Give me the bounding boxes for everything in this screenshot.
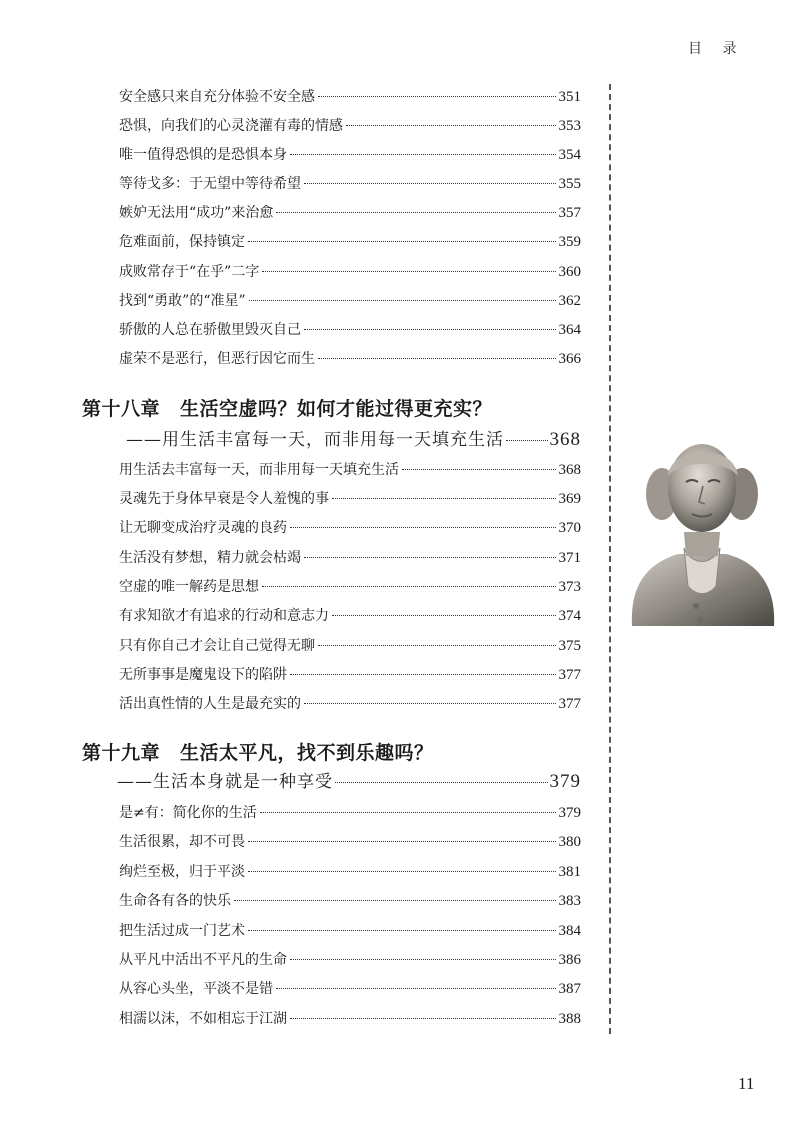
toc-entry-page: 362 xyxy=(558,293,581,309)
chapter-19-subtitle[interactable] xyxy=(117,767,581,793)
leader-dots xyxy=(318,645,556,646)
toc-entry[interactable] xyxy=(119,636,581,656)
leader-dots xyxy=(248,871,556,872)
toc-entry-title: 用生活去丰富每一天，而非用每一天填充生活 xyxy=(119,462,399,478)
toc-entry-title: 危难面前，保持镇定 xyxy=(119,234,245,250)
leader-dots xyxy=(506,440,548,441)
bust-illustration xyxy=(626,436,778,632)
leader-dots xyxy=(304,703,556,704)
leader-dots xyxy=(234,900,556,901)
leader-dots xyxy=(332,615,556,616)
toc-entry-title: 把生活过成一门艺术 xyxy=(119,923,245,939)
leader-dots xyxy=(402,469,556,470)
toc-entry[interactable] xyxy=(119,262,581,282)
toc-entry-title: 唯一值得恐惧的是恐惧本身 xyxy=(119,147,287,163)
leader-dots xyxy=(290,154,556,155)
toc-entry-page: 379 xyxy=(558,805,581,821)
toc-entry-page: 370 xyxy=(558,520,581,536)
chapter-subtitle-text: ——生活本身就是一种享受 xyxy=(117,772,333,792)
leader-dots xyxy=(248,930,556,931)
toc-entry-page: 353 xyxy=(558,118,581,134)
toc-entry[interactable] xyxy=(119,291,581,311)
toc-entry-page: 380 xyxy=(558,834,581,850)
leader-dots xyxy=(335,782,548,783)
leader-dots xyxy=(290,1018,556,1019)
chapter-19-heading[interactable] xyxy=(82,738,434,765)
toc-entry-title: 灵魂先于身体早衰是令人羞愧的事 xyxy=(119,491,329,507)
toc-entry-title: 成败常存于“在乎”二字 xyxy=(119,264,260,280)
toc-entry-page: 387 xyxy=(558,981,581,997)
running-header: 目 录 xyxy=(688,41,745,57)
toc-entry-title: 找到“勇敢”的“准星” xyxy=(119,293,246,309)
toc-entry[interactable] xyxy=(119,232,581,252)
leader-dots xyxy=(290,674,556,675)
chapter-18-subtitle[interactable] xyxy=(126,425,581,451)
toc-entry-title: 安全感只来自充分体验不安全感 xyxy=(119,89,315,105)
toc-entry[interactable] xyxy=(119,694,581,714)
toc-entry-title: 绚烂至极，归于平淡 xyxy=(119,864,245,880)
chapter-number: 第十八章 xyxy=(82,398,161,420)
toc-entry-page: 381 xyxy=(558,864,581,880)
toc-entry[interactable] xyxy=(119,665,581,685)
toc-entry-page: 377 xyxy=(558,667,581,683)
leader-dots xyxy=(290,959,556,960)
toc-entry[interactable] xyxy=(119,548,581,568)
toc-entry[interactable] xyxy=(119,950,581,970)
toc-entry[interactable] xyxy=(119,116,581,136)
chapter-number: 第十九章 xyxy=(82,742,161,764)
toc-entry-page: 388 xyxy=(558,1011,581,1027)
toc-entry-page: 377 xyxy=(558,696,581,712)
toc-entry-page: 386 xyxy=(558,952,581,968)
leader-dots xyxy=(332,498,556,499)
toc-entry[interactable] xyxy=(119,460,581,480)
page-number: 11 xyxy=(738,1074,755,1093)
toc-entry[interactable] xyxy=(119,145,581,165)
toc-entry-page: 354 xyxy=(558,147,581,163)
chapter-18-heading[interactable] xyxy=(82,394,492,421)
leader-dots xyxy=(276,988,556,989)
toc-entry-title: 只有你自己才会让自己觉得无聊 xyxy=(119,638,315,654)
toc-entry-page: 369 xyxy=(558,491,581,507)
toc-entry[interactable] xyxy=(119,489,581,509)
chapter-title: 生活空虚吗？如何才能过得更充实？ xyxy=(180,398,493,420)
toc-entry[interactable] xyxy=(119,862,581,882)
toc-entry-page: 364 xyxy=(558,322,581,338)
toc-entry-title: 有求知欲才有追求的行动和意志力 xyxy=(119,608,329,624)
toc-entry[interactable] xyxy=(119,203,581,223)
leader-dots xyxy=(262,586,556,587)
leader-dots xyxy=(318,96,556,97)
toc-entry-page: 355 xyxy=(558,176,581,192)
toc-entry-page: 384 xyxy=(558,923,581,939)
chapter-title: 生活太平凡，找不到乐趣吗？ xyxy=(180,742,434,764)
toc-entry-page: 357 xyxy=(558,205,581,221)
toc-entry-title: 生活没有梦想，精力就会枯竭 xyxy=(119,550,301,566)
toc-entry-title: 从平凡中活出不平凡的生命 xyxy=(119,952,287,968)
toc-entry-title: 虚荣不是恶行，但恶行因它而生 xyxy=(119,351,315,367)
toc-entry-page: 359 xyxy=(558,234,581,250)
toc-entry-title: 相濡以沫，不如相忘于江湖 xyxy=(119,1011,287,1027)
leader-dots xyxy=(276,212,555,213)
toc-entry[interactable] xyxy=(119,803,581,823)
toc-entry[interactable] xyxy=(119,577,581,597)
chapter-subtitle-text: ——用生活丰富每一天，而非用每一天填充生活 xyxy=(126,430,504,450)
toc-entry[interactable] xyxy=(119,87,581,107)
leader-dots xyxy=(248,241,556,242)
toc-entry-title: 嫉妒无法用“成功”来治愈 xyxy=(119,205,274,221)
toc-entry[interactable] xyxy=(119,320,581,340)
chapter-page: 368 xyxy=(549,429,581,450)
toc-entry-title: 等待戈多：于无望中等待希望 xyxy=(119,176,301,192)
toc-entry[interactable] xyxy=(119,518,581,538)
leader-dots xyxy=(304,329,556,330)
toc-entry-page: 368 xyxy=(558,462,581,478)
leader-dots xyxy=(304,557,556,558)
toc-entry[interactable] xyxy=(119,606,581,626)
toc-entry-title: 空虚的唯一解药是思想 xyxy=(119,579,259,595)
leader-dots xyxy=(262,271,555,272)
leader-dots xyxy=(346,125,556,126)
toc-entry-title: 活出真性情的人生是最充实的 xyxy=(119,696,301,712)
toc-entry[interactable] xyxy=(119,979,581,999)
leader-dots xyxy=(248,841,556,842)
toc-entry-page: 360 xyxy=(558,264,581,280)
leader-dots xyxy=(290,527,556,528)
toc-entry[interactable] xyxy=(119,349,581,369)
toc-entry[interactable] xyxy=(119,174,581,194)
chapter-page: 379 xyxy=(549,771,581,792)
leader-dots xyxy=(260,812,556,813)
toc-entry-title: 是≠有：简化你的生活 xyxy=(119,805,257,821)
leader-dots xyxy=(318,358,556,359)
toc-entry-title: 让无聊变成治疗灵魂的良药 xyxy=(119,520,287,536)
toc-entry[interactable] xyxy=(119,1009,581,1029)
toc-entry-title: 生命各有各的快乐 xyxy=(119,893,231,909)
leader-dots xyxy=(304,183,556,184)
toc-entry-page: 374 xyxy=(558,608,581,624)
leader-dots xyxy=(249,300,556,301)
toc-entry-page: 366 xyxy=(558,351,581,367)
toc-entry-page: 373 xyxy=(558,579,581,595)
dashed-divider xyxy=(609,84,611,1034)
toc-entry-title: 从容心头坐，平淡不是错 xyxy=(119,981,273,997)
toc-entry-title: 骄傲的人总在骄傲里毁灭自己 xyxy=(119,322,301,338)
toc-entry[interactable] xyxy=(119,832,581,852)
toc-entry-title: 无所事事是魔鬼设下的陷阱 xyxy=(119,667,287,683)
toc-entry-page: 371 xyxy=(558,550,581,566)
toc-entry-title: 生活很累，却不可畏 xyxy=(119,834,245,850)
toc-entry[interactable] xyxy=(119,891,581,911)
toc-entry-title: 恐惧，向我们的心灵浇灌有毒的情感 xyxy=(119,118,343,134)
toc-entry-page: 375 xyxy=(558,638,581,654)
toc-entry-page: 351 xyxy=(558,89,581,105)
toc-entry[interactable] xyxy=(119,921,581,941)
toc-entry-page: 383 xyxy=(558,893,581,909)
